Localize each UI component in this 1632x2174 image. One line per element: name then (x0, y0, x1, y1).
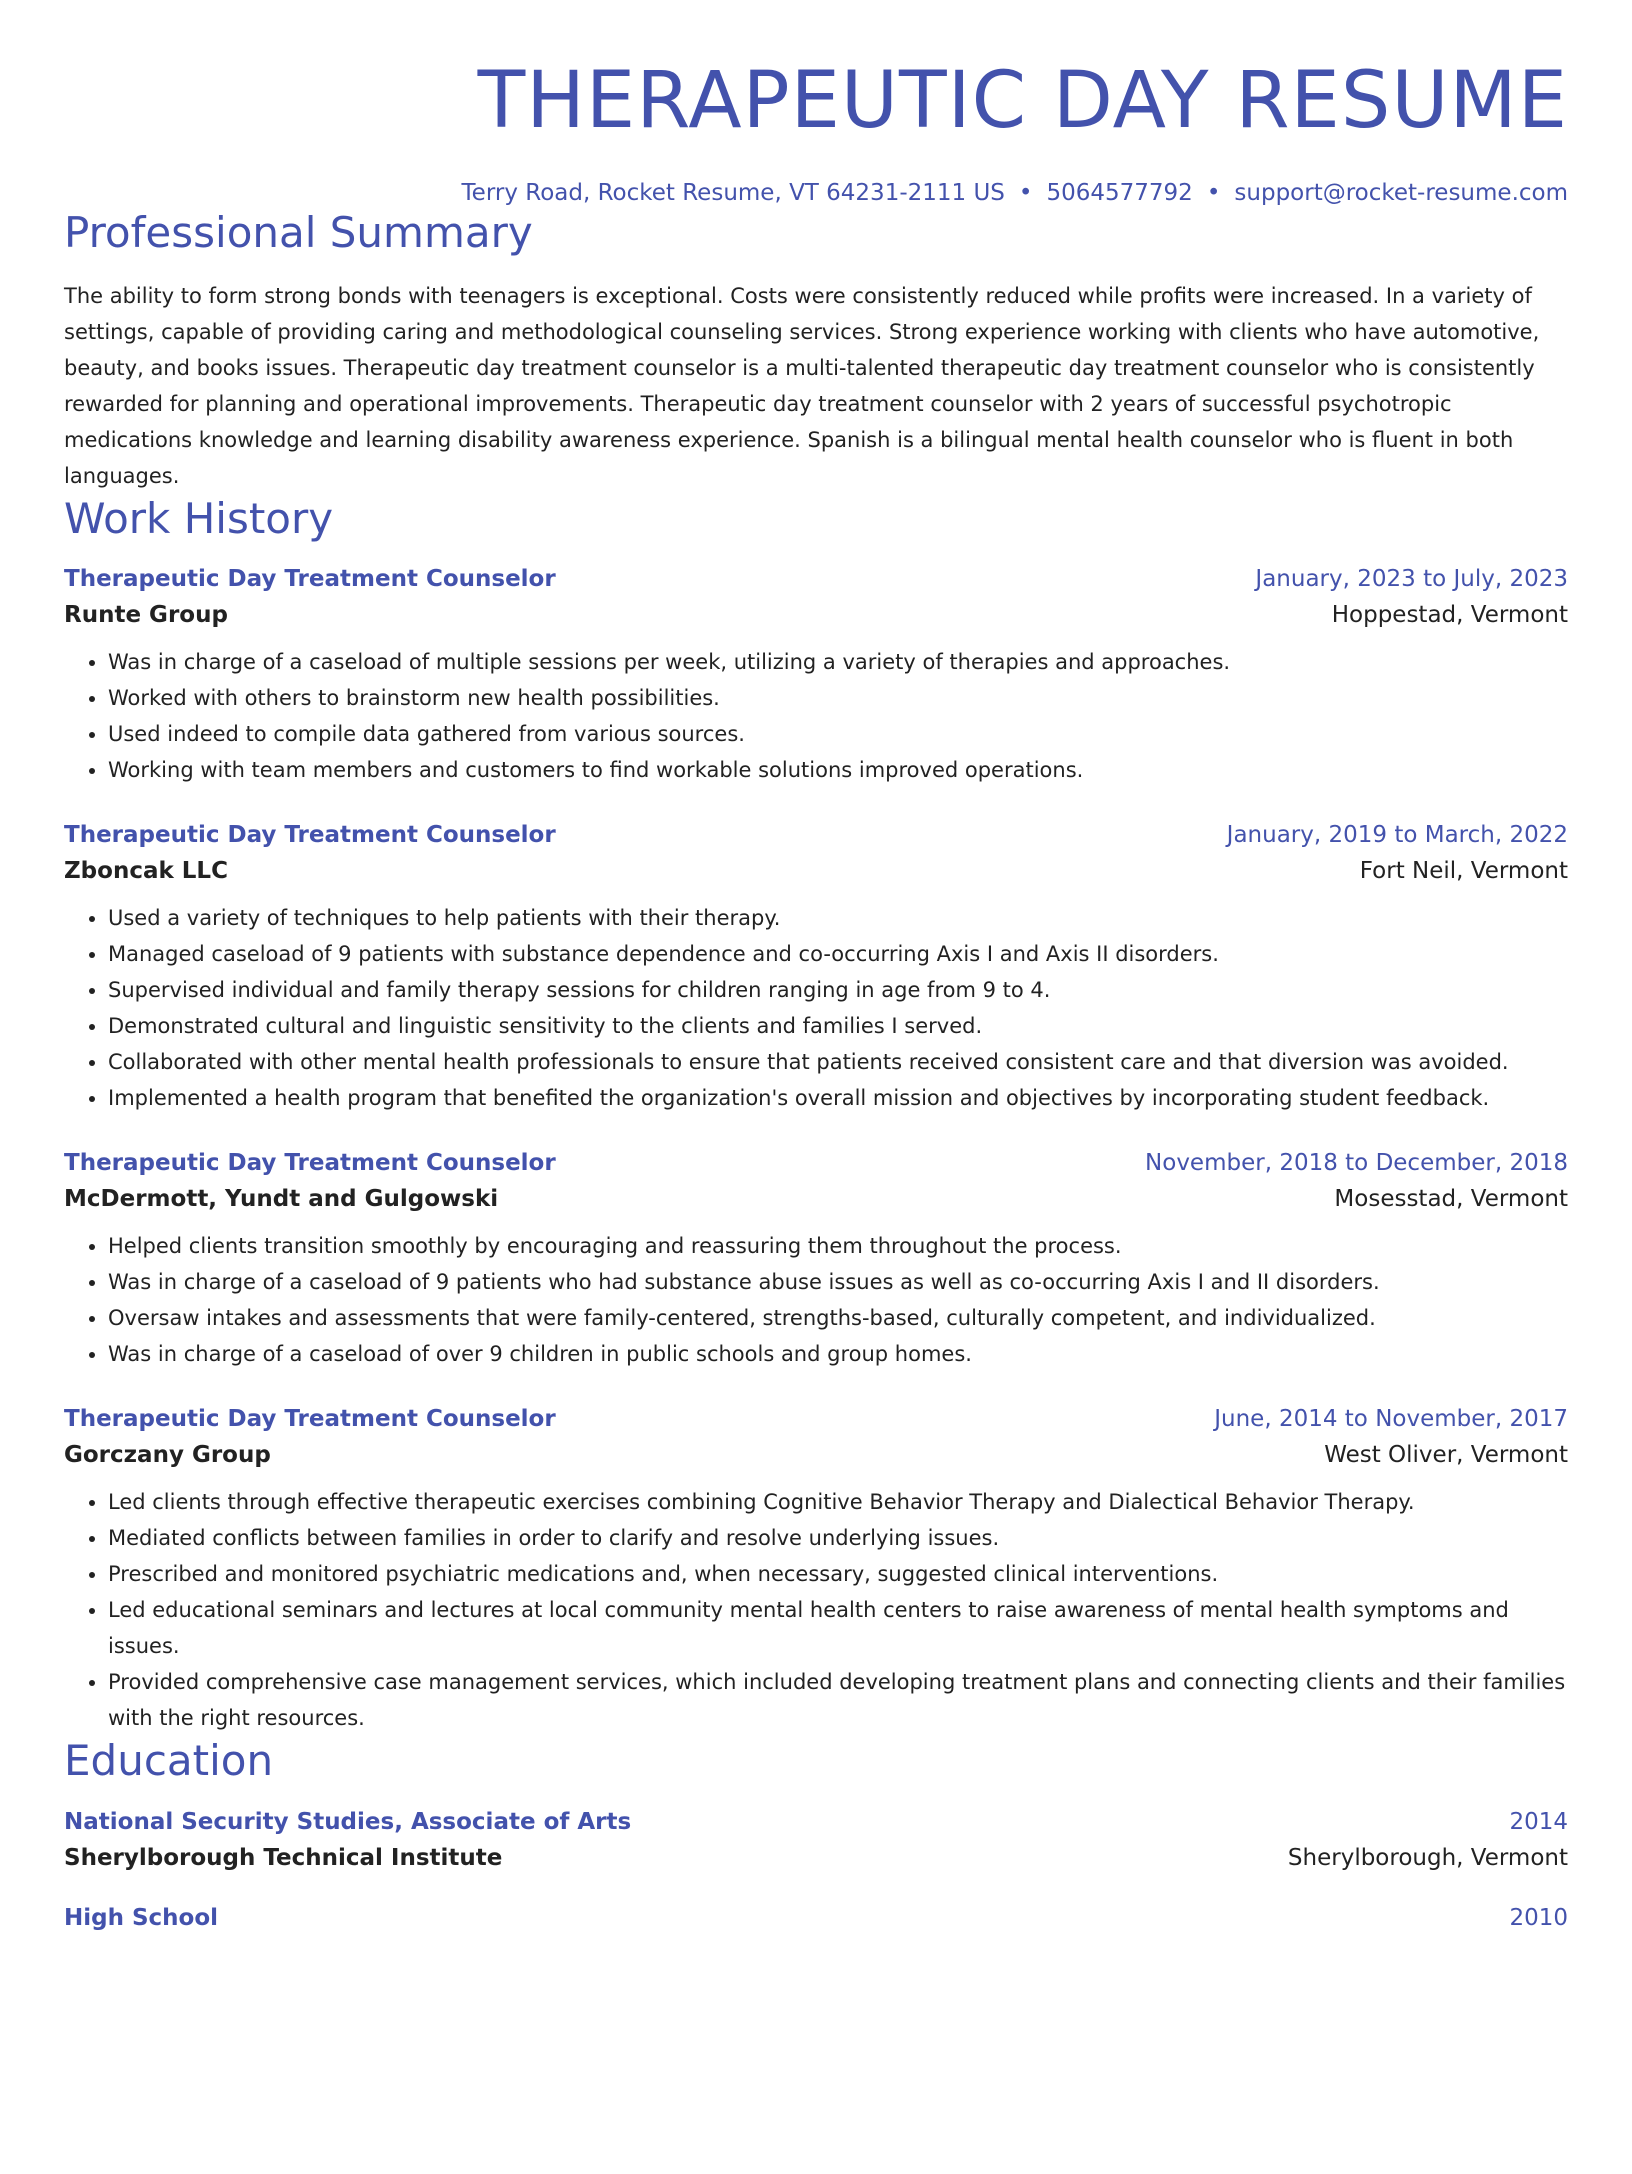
job-title: Therapeutic Day Treatment Counselor (64, 566, 556, 593)
resume-page (0, 56, 1632, 2174)
job-bullets (64, 644, 1568, 788)
job-dates: January, 2023 to July, 2023 (1255, 566, 1568, 593)
job-bullet: • Oversaw intakes and assessments that were family-centered, strengths-based, culturally competent, and individualized. (108, 1300, 1568, 1336)
job-bullet: • Was in charge of a caseload of multiple sessions per week, utilizing a variety of therapies and approaches. (108, 644, 1568, 680)
job-dates: November, 2018 to December, 2018 (1145, 1150, 1568, 1177)
job-location: West Oliver, Vermont (1324, 1442, 1568, 1469)
job-bullets (64, 1228, 1568, 1372)
job-dates: January, 2019 to March, 2022 (1226, 822, 1568, 849)
job-bullet: • Implemented a health program that benefited the organization's overall mission and objectives by incorporating student feedback. (108, 1080, 1568, 1116)
contact-address: Terry Road, Rocket Resume, VT 64231-2111 US (461, 180, 1005, 206)
education-entry (64, 1905, 1568, 1931)
resume-title: THERAPEUTIC DAY RESUME (477, 56, 1568, 146)
contact-line (64, 180, 1568, 208)
job-entry (64, 566, 1568, 788)
education-degree: National Security Studies, Associate of Arts (64, 1808, 632, 1835)
job-location: Mosesstad, Vermont (1334, 1186, 1568, 1213)
job-bullet: • Worked with others to brainstorm new health possibilities. (108, 680, 1568, 716)
job-location: Fort Neil, Vermont (1359, 858, 1568, 885)
job-company: Gorczany Group (64, 1442, 271, 1469)
education-heading: Education (64, 1736, 274, 1786)
education-year: 2010 (1509, 1904, 1568, 1931)
job-bullet: • Supervised individual and family therapy sessions for children ranging in age from 9 to 4. (108, 972, 1568, 1008)
summary-text: The ability to form strong bonds with teenagers is exceptional. Costs were consistently reduced while profits were increased. In a variety of settings, capable of providing caring and methodological counseling services. Strong experience working with clients who have automotive, beauty, and books issues. Therapeutic day treatment counselor is a multi-talented therapeutic day treatment counselor who is consistently rewarded for planning and operational improvements. Therapeutic day treatment counselor with 2 years of successful psychotropic medications knowledge and learning disability awareness experience. Spanish is a bilingual mental health counselor who is fluent in both languages. (64, 283, 1540, 488)
contact-email: support@rocket-resume.com (1234, 180, 1568, 206)
job-bullets (64, 1484, 1568, 1736)
education-entry (64, 1809, 1568, 1871)
job-bullet: • Was in charge of a caseload of over 9 children in public schools and group homes. (108, 1336, 1568, 1372)
job-entry (64, 822, 1568, 1116)
job-bullet: • Demonstrated cultural and linguistic sensitivity to the clients and families I served. (108, 1008, 1568, 1044)
job-entry (64, 1406, 1568, 1736)
job-title: Therapeutic Day Treatment Counselor (64, 1406, 556, 1433)
work-history-heading: Work History (64, 493, 334, 543)
contact-separator: • (1018, 180, 1033, 206)
contact-separator: • (1206, 180, 1221, 206)
job-bullet: • Used a variety of techniques to help patients with their therapy. (108, 900, 1568, 936)
job-bullet: • Helped clients transition smoothly by encouraging and reassuring them throughout the process. (108, 1228, 1568, 1264)
job-dates: June, 2014 to November, 2017 (1214, 1406, 1568, 1433)
job-company: McDermott, Yundt and Gulgowski (64, 1186, 499, 1213)
education-degree: High School (64, 1904, 219, 1931)
summary-heading: Professional Summary (64, 207, 533, 257)
job-bullet: • Working with team members and customers to find workable solutions improved operations. (108, 752, 1568, 788)
job-bullet: • Was in charge of a caseload of 9 patients who had substance abuse issues as well as co-occurring Axis I and II disorders. (108, 1264, 1568, 1300)
job-bullet: • Prescribed and monitored psychiatric medications and, when necessary, suggested clinical interventions. (108, 1556, 1568, 1592)
education-location: Sherylborough, Vermont (1287, 1844, 1568, 1871)
job-bullet: • Mediated conflicts between families in order to clarify and resolve underlying issues. (108, 1520, 1568, 1556)
job-bullet: • Led educational seminars and lectures at local community mental health centers to raise awareness of mental health symptoms and issues. (108, 1592, 1568, 1664)
job-bullet: • Used indeed to compile data gathered from various sources. (108, 716, 1568, 752)
job-location: Hoppestad, Vermont (1331, 602, 1568, 629)
education-school: Sherylborough Technical Institute (64, 1844, 503, 1871)
job-company: Zboncak LLC (64, 858, 228, 885)
job-bullet: • Managed caseload of 9 patients with substance dependence and co-occurring Axis I and Axis II disorders. (108, 936, 1568, 972)
job-bullet: • Provided comprehensive case management services, which included developing treatment plans and connecting clients and their families with the right resources. (108, 1664, 1568, 1736)
education-year: 2014 (1509, 1808, 1568, 1835)
job-company: Runte Group (64, 602, 228, 629)
job-bullet: • Collaborated with other mental health professionals to ensure that patients received consistent care and that diversion was avoided. (108, 1044, 1568, 1080)
job-title: Therapeutic Day Treatment Counselor (64, 1150, 556, 1177)
job-bullets (64, 900, 1568, 1116)
job-entry (64, 1150, 1568, 1372)
job-bullet: • Led clients through effective therapeutic exercises combining Cognitive Behavior Therapy and Dialectical Behavior Therapy. (108, 1484, 1568, 1520)
job-title: Therapeutic Day Treatment Counselor (64, 822, 556, 849)
contact-phone: 5064577792 (1046, 180, 1193, 206)
